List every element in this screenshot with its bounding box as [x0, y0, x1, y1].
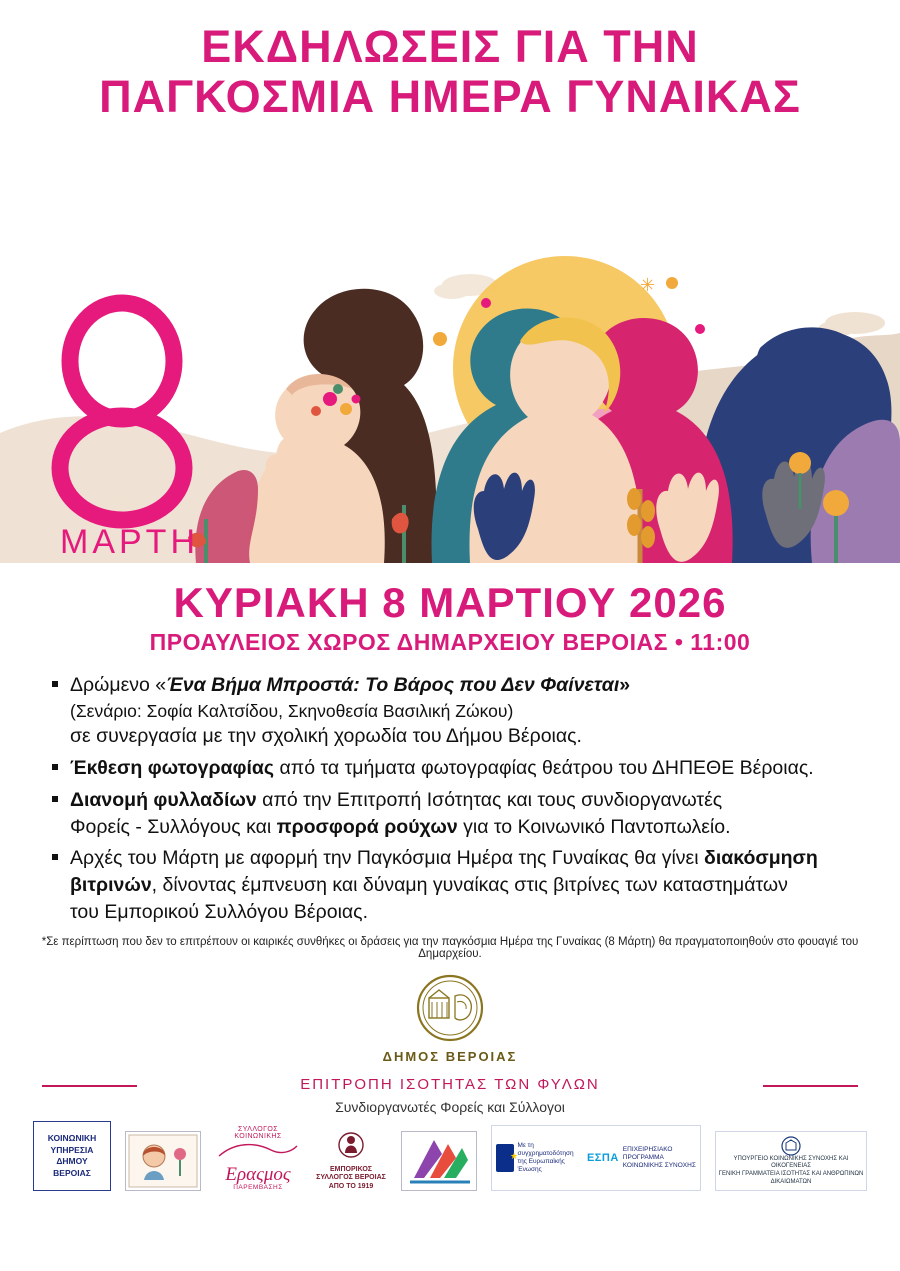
- woman-portrait-icon: [128, 1134, 198, 1188]
- cont-part-a: , δίνοντας έμπνευση και δύναμη γυναίκας στις βιτρίνες των καταστημάτων: [151, 874, 788, 897]
- list-item: [52, 845, 848, 926]
- item-lead: Δρώμενο «: [70, 673, 167, 696]
- sparkle-icon: ✳: [640, 274, 656, 295]
- seal-label: ΔΗΜΟΣ ΒΕΡΟΙΑΣ: [382, 1049, 518, 1065]
- espa-eu-text: Με τη συγχρηματοδότηση της Ευρωπαϊκής Ένωσης: [517, 1141, 574, 1174]
- eu-flag-icon: [496, 1144, 514, 1172]
- espa-logo-text: ΕΣΠΑ: [586, 1152, 619, 1165]
- program-list: [52, 672, 848, 926]
- logo-erasmos: [215, 1126, 301, 1191]
- ypourgeio-line-2: ΓΕΝΙΚΗ ΓΡΑΜΜΑΤΕΙΑ ΙΣΟΤΗΤΑΣ ΚΑΙ ΑΝΘΡΩΠΙΝΩΝ ΔΙΚΑΙΩΜΑΤΩΝ: [718, 1171, 864, 1185]
- committee-label: ΕΠΙΤΡΟΠΗ ΙΣΟΤΗΤΑΣ ΤΩΝ ΦΥΛΩΝ: [300, 1076, 600, 1094]
- ypourgeio-line-1: ΥΠΟΥΡΓΕΙΟ ΚΟΙΝΩΝΙΚΗΣ ΣΥΝΟΧΗΣ ΚΑΙ ΟΙΚΟΓΕΝΕΙΑΣ: [733, 1155, 849, 1170]
- community-center-icon: [404, 1134, 474, 1188]
- coorganizers-label: Συνδιοργανωτές Φορείς και Σύλλογοι: [335, 1099, 565, 1116]
- item-subtitle: (Σενάριο: Σοφία Καλτσίδου, Σκηνοθεσία Βασιλική Ζώκου): [70, 700, 514, 721]
- logo-strip: [0, 1121, 900, 1191]
- logo-emporikos-syllogos: [315, 1131, 387, 1192]
- item-continuation: σε συνεργασία με την σχολική χορωδία του Δήμου Βέροιας.: [70, 724, 582, 747]
- cont-bold: προσφορά ρούχων: [276, 815, 458, 838]
- item-lead-end: »: [619, 673, 631, 696]
- bullet-square: [52, 681, 58, 687]
- emporikos-emblem-icon: [329, 1131, 373, 1163]
- logo-koinoniki-ypiresia: [33, 1121, 111, 1191]
- logo-kentro-koinotita: [401, 1131, 477, 1191]
- item-bold: Διανομή φυλλαδίων: [70, 788, 257, 811]
- cont-part-a: Φορείς - Συλλόγους και: [70, 815, 277, 838]
- illustration: [0, 133, 900, 563]
- rule-right: [763, 1085, 858, 1087]
- item-continuation-2: του Εμπορικού Συλλόγου Βέροιας.: [70, 901, 368, 924]
- page-title-line-2: ΠΑΓΚΟΣΜΙΑ ΗΜΕΡΑ ΓΥΝΑΙΚΑΣ: [99, 71, 801, 123]
- item-continuation: [70, 814, 848, 841]
- logo-koinoniki-ypiresia-text: ΚΟΙΝΩΝΙΚΗ ΥΠΗΡΕΣΙΑ ΔΗΜΟΥ ΒΕΡΟΙΑΣ: [33, 1121, 111, 1191]
- footnote: *Σε περίπτωση που δεν το επιτρέπουν οι καιρικές συνθήκες οι δράσεις για την παγκόσμια Ημέρα της Γυναίκας (8 Μάρτη) θα πραγματοποιηθούν στο φουαγιέ του Δημαρχείου.: [41, 936, 859, 961]
- committee-heading: [0, 1076, 900, 1093]
- logo-ypourgeio: [715, 1131, 867, 1191]
- month-label: ΜΑΡΤΗ: [60, 522, 199, 561]
- item-rest: Αρχές του Μάρτη με αφορμή την Παγκόσμια Ημέρα της Γυναίκας θα γίνει: [70, 847, 704, 870]
- rule-left: [42, 1085, 137, 1087]
- cont-bold: βιτρινών: [70, 874, 152, 897]
- espa-side-text: ΕΠΙΧΕΙΡΗΣΙΑΚΟ ΠΡΟΓΡΑΜΜΑ ΚΟΙΝΩΝΙΚΗΣ ΣΥΝΟΧΗΣ: [622, 1145, 696, 1170]
- item-bold-tail: διακόσμηση: [704, 847, 818, 870]
- list-item: [52, 755, 848, 782]
- seal-icon: [385, 974, 515, 1046]
- item-rest: από τα τμήματα φωτογραφίας θεάτρου του ΔΗΠΕΘΕ Βέροιας.: [274, 756, 814, 779]
- item-bold: Έκθεση φωτογραφίας: [70, 756, 275, 779]
- logo-syllogos-gynaikon: [125, 1131, 201, 1191]
- logo-espa: [491, 1125, 701, 1191]
- event-date: ΚΥΡΙΑΚΗ 8 ΜΑΡΤΙΟΥ 2026: [173, 578, 727, 626]
- bullet-square: [52, 796, 58, 802]
- greek-emblem-icon: [778, 1136, 804, 1156]
- emporikos-text: ΕΜΠΟΡΙΚΟΣ ΣΥΛΛΟΓΟΣ ΒΕΡΟΙΑΣ ΑΠΟ ΤΟ 1919: [316, 1166, 386, 1190]
- list-item: [52, 672, 848, 750]
- illustration-svg: [0, 133, 900, 563]
- erasmos-word: Εραςμος: [225, 1164, 291, 1186]
- item-emphasis: Ένα Βήμα Μπροστά: Το Βάρος που Δεν Φαίνεται: [166, 673, 620, 696]
- item-rest: από την Επιτροπή Ισότητας και τους συνδιοργανωτές: [256, 788, 723, 811]
- erasmos-flourish-icon: [215, 1140, 301, 1160]
- cont-part-b: για το Κοινωνικό Παντοπωλείο.: [457, 815, 731, 838]
- event-place-time: ΠΡΟΑΥΛΕΙΟΣ ΧΩΡΟΣ ΔΗΜΑΡΧΕΙΟΥ ΒΕΡΟΙΑΣ • 11:00: [149, 628, 751, 655]
- municipal-seal: [0, 974, 900, 1064]
- bullet-square: [52, 764, 58, 770]
- bullet-square: [52, 854, 58, 860]
- list-item: [52, 787, 848, 841]
- erasmos-bottom: ΠΑΡΕΜΒΑΣΗΣ: [233, 1184, 283, 1192]
- item-continuation: [70, 872, 848, 899]
- page-title-line-1: ΕΚΔΗΛΩΣΕΙΣ ΓΙΑ ΤΗΝ: [201, 21, 699, 72]
- erasmos-top: ΣΥΛΛΟΓΟΣ ΚΟΙΝΩΝΙΚΗΣ: [234, 1126, 282, 1141]
